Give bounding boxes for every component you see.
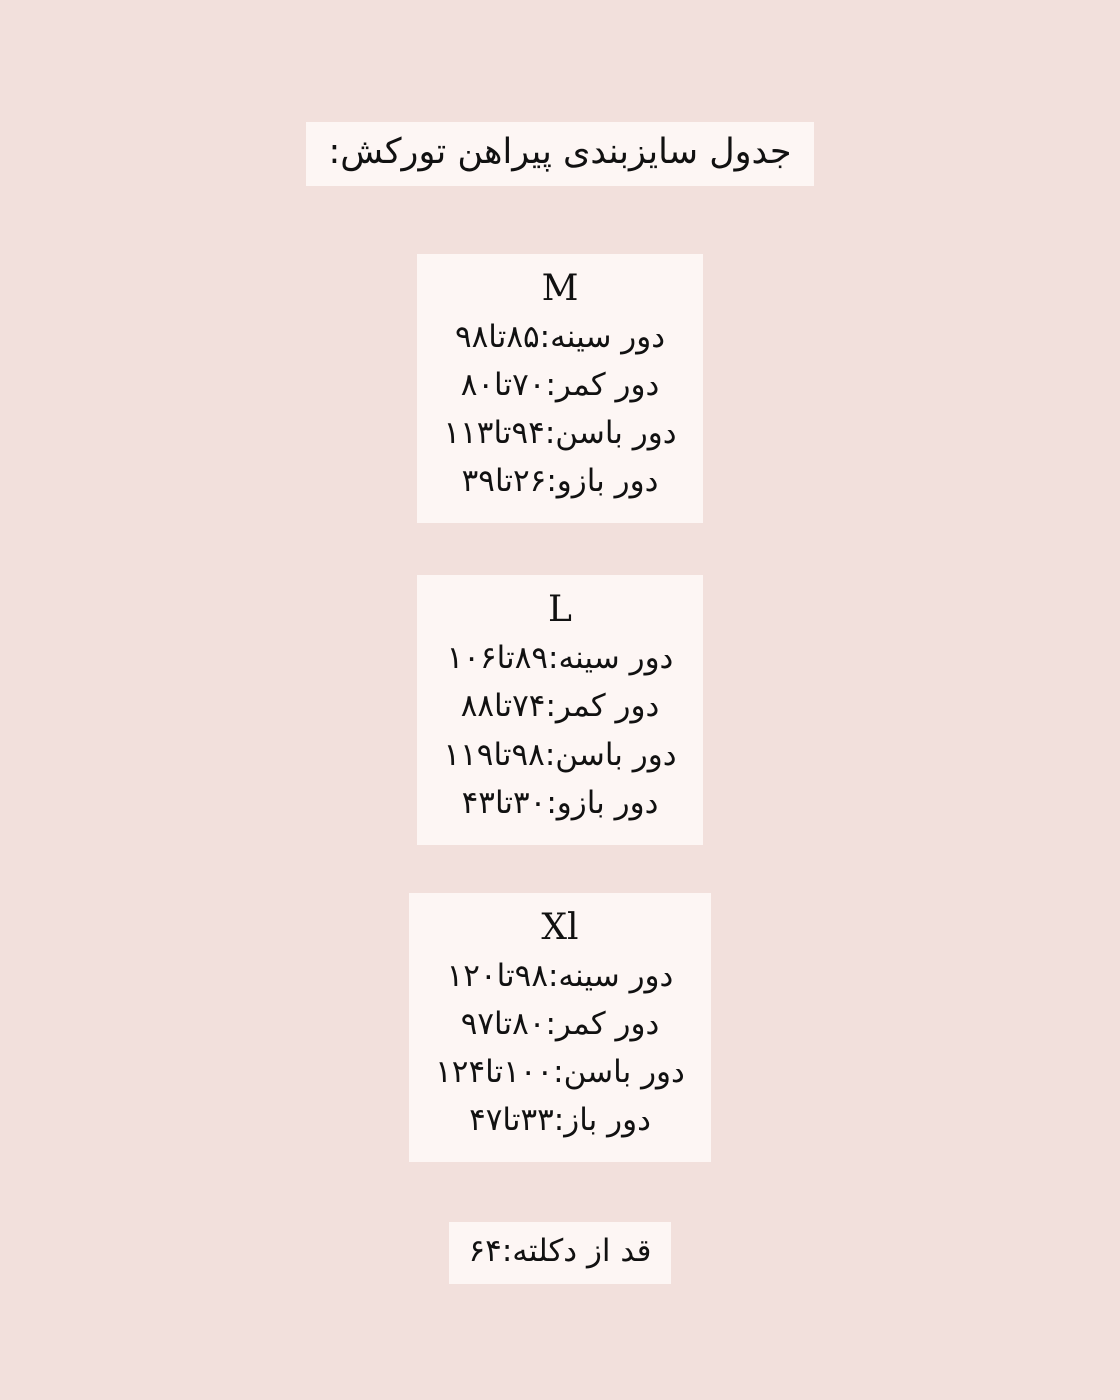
page-title: جدول سایزبندی پیراهن تورکش: bbox=[306, 122, 813, 186]
measure-hip-l: دور باسن:۹۸تا۱۱۹ bbox=[443, 736, 677, 773]
size-label-xl: Xl bbox=[541, 906, 579, 948]
measure-arm-m: دور بازو:۲۶تا۳۹ bbox=[461, 463, 659, 500]
size-label-m: M bbox=[541, 268, 579, 310]
size-block-xl bbox=[409, 893, 711, 1162]
measure-chest-m: دور سینه:۸۵تا۹۸ bbox=[454, 319, 666, 356]
measure-waist-xl: دور کمر:۸۰تا۹۷ bbox=[460, 1005, 660, 1042]
measure-chest-l: دور سینه:۸۹تا۱۰۶ bbox=[446, 640, 674, 677]
measure-waist-m: دور کمر:۷۰تا۸۰ bbox=[460, 367, 660, 404]
measure-waist-l: دور کمر:۷۴تا۸۸ bbox=[460, 688, 660, 725]
footer-length-note: قد از دکلته:۶۴ bbox=[449, 1222, 672, 1284]
measure-arm-xl: دور باز:۳۳تا۴۷ bbox=[469, 1101, 651, 1138]
measure-chest-xl: دور سینه:۹۸تا۱۲۰ bbox=[446, 957, 674, 994]
measure-hip-xl: دور باسن:۱۰۰تا۱۲۴ bbox=[435, 1053, 685, 1090]
measure-arm-l: دور بازو:۳۰تا۴۳ bbox=[461, 784, 659, 821]
size-block-m bbox=[417, 254, 702, 523]
size-label-l: L bbox=[548, 589, 572, 631]
size-block-l bbox=[417, 575, 702, 844]
measure-hip-m: دور باسن:۹۴تا۱۱۳ bbox=[443, 415, 677, 452]
